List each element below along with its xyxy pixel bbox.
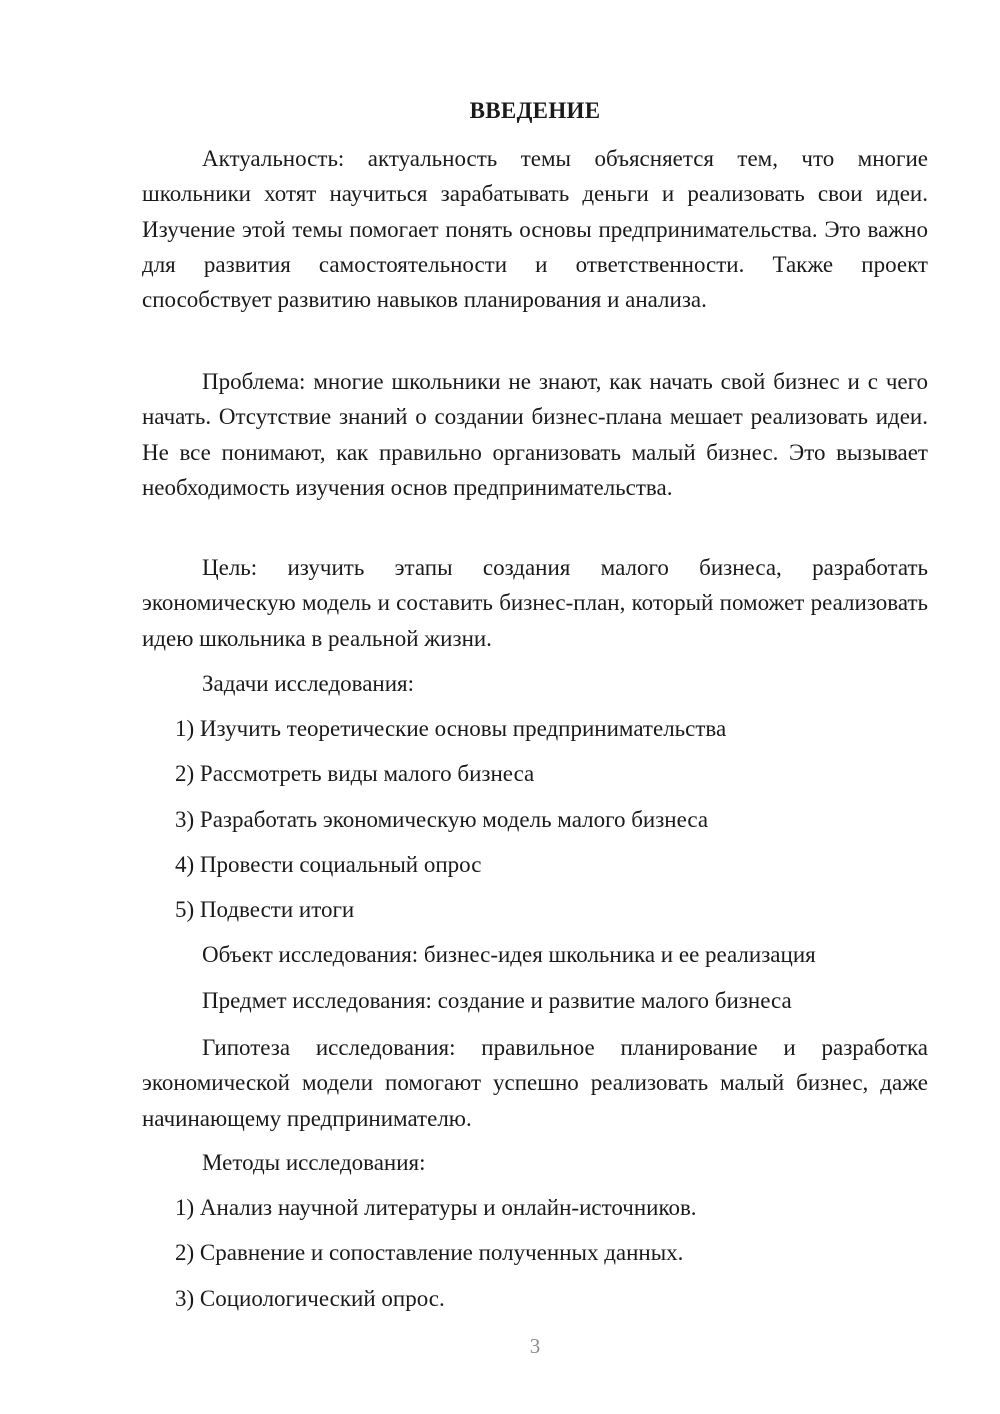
page-number: 3 bbox=[529, 1334, 541, 1358]
subject-line: Предмет исследования: создание и развитие малого бизнеса bbox=[202, 988, 792, 1013]
task-item: 1) Изучить теоретические основы предпринимательства bbox=[175, 716, 727, 741]
goal-paragraph: Цель: изучить этапы создания малого бизнеса, разработать экономическую модель и составить бизнес-план, который поможет реализовать идею школьника в реальной жизни. bbox=[142, 555, 928, 651]
task-item: 2) Рассмотреть виды малого бизнеса bbox=[175, 761, 535, 786]
task-item: 3) Разработать экономическую модель малого бизнеса bbox=[175, 807, 709, 832]
hypothesis-paragraph: Гипотеза исследования: правильное планирование и разработка экономической модели помогают успешно реализовать малый бизнес, даже начинающему предпринимателю. bbox=[142, 1035, 928, 1131]
document-page bbox=[142, 0, 928, 1414]
relevance-paragraph: Актуальность: актуальность темы объясняется тем, что многие школьники хотят научиться зарабатывать деньги и реализовать свои идеи. Изучение этой темы помогает понять основы предпринимательства. Это важно для развития самостоятельности и ответственности. Также проект способствует развитию навыков планирования и анализа. bbox=[142, 146, 928, 313]
method-item: 1) Анализ научной литературы и онлайн-источников. bbox=[175, 1195, 697, 1220]
problem-paragraph: Проблема: многие школьники не знают, как начать свой бизнес и с чего начать. Отсутствие знаний о создании бизнес-плана мешает реализовать идеи. Не все понимают, как правильно организовать малый бизнес. Это вызывает необходимость изучения основ предпринимательства. bbox=[142, 369, 928, 500]
method-item: 3) Социологический опрос. bbox=[175, 1286, 445, 1311]
task-item: 4) Провести социальный опрос bbox=[175, 852, 482, 877]
methods-heading: Методы исследования: bbox=[202, 1150, 426, 1175]
method-item: 2) Сравнение и сопоставление полученных данных. bbox=[175, 1240, 684, 1265]
page-title: ВВЕДЕНИЕ bbox=[469, 98, 601, 123]
tasks-heading: Задачи исследования: bbox=[202, 671, 415, 696]
task-item: 5) Подвести итоги bbox=[175, 897, 355, 922]
object-line: Объект исследования: бизнес-идея школьника и ее реализация bbox=[202, 942, 816, 967]
